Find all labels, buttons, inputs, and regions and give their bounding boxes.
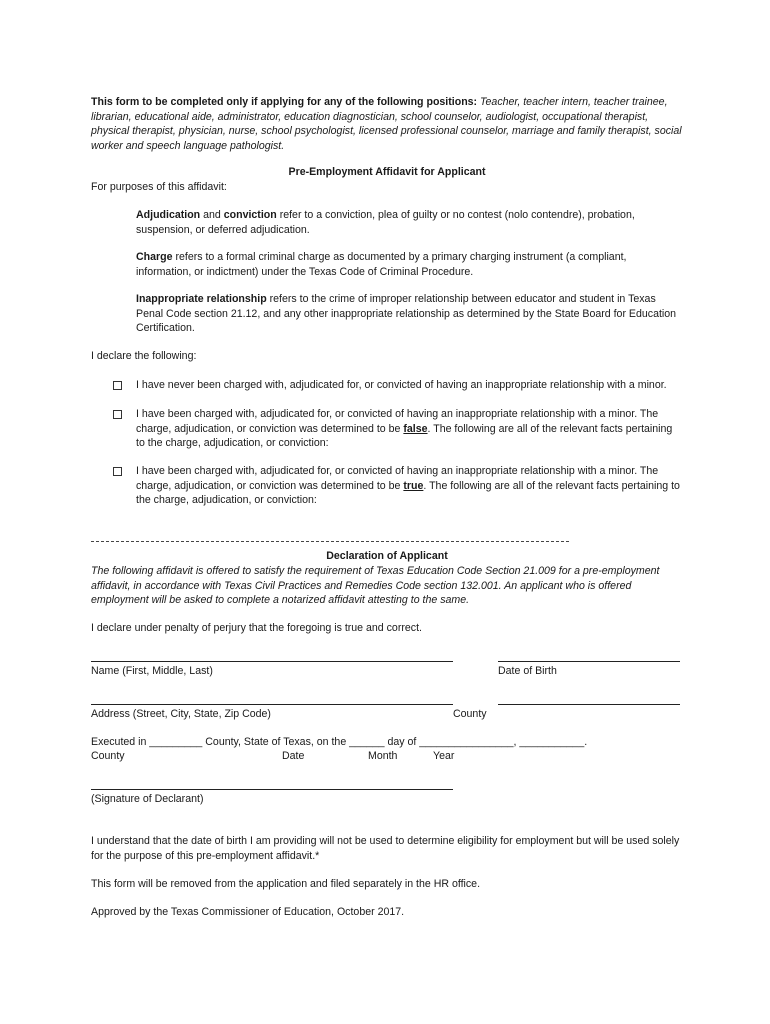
approved-notice: Approved by the Texas Commissioner of Education, October 2017. [91, 906, 405, 918]
executed-sub-year: Year [433, 750, 455, 762]
address-field-line[interactable] [91, 704, 453, 705]
executed-sub-county: County [91, 750, 125, 762]
definition-charge [136, 250, 684, 279]
intro-lead: This form to be completed only if applying for any of the following positions: [91, 96, 478, 108]
definition-inappropriate-relationship [136, 292, 684, 336]
perjury-statement: I declare under penalty of perjury that the foregoing is true and correct. [91, 622, 422, 634]
affidavit-title: Pre-Employment Affidavit for Applicant [288, 166, 486, 178]
purposes-label: For purposes of this affidavit: [91, 181, 227, 193]
option-1-checkbox[interactable] [113, 381, 122, 390]
section-divider [91, 541, 569, 542]
signature-field-line[interactable] [91, 789, 453, 790]
county-field-line[interactable] [498, 704, 680, 705]
option-3-true-word: true [403, 479, 424, 492]
term-inappropriate-relationship: Inappropriate relationship [136, 293, 267, 305]
signature-label: (Signature of Declarant) [91, 793, 204, 805]
executed-line[interactable]: Executed in _________ County, State of Texas, on the ______ day of ________________, ___________. [91, 736, 588, 748]
option-2-text-b: . The following are all of the relevant facts pertaining to the charge, adjudication, or conviction: [136, 422, 673, 449]
dob-field-line[interactable] [498, 661, 680, 662]
intro-positions: Teacher, teacher intern, teacher trainee, librarian, educational aide, administrator, education diagnostician, school counselor, audiologist, occupational therapist, physical therapist, physician, nurse, school psychologist, licensed professional counselor, marriage and family therapist, social worker and speech language pathologist. [91, 96, 682, 152]
term-charge: Charge [136, 251, 173, 263]
name-field-line[interactable] [91, 661, 453, 662]
option-2-checkbox[interactable] [113, 410, 122, 419]
option-1-text: I have never been charged with, adjudicated for, or convicted of having an inappropriate relationship with a minor. [136, 379, 667, 391]
declaration-title: Declaration of Applicant [326, 550, 448, 562]
intro-paragraph [91, 95, 683, 153]
option-2-text-a: I have been charged with, adjudicated for, or convicted of having an inappropriate relationship with a minor. The charge, adjudication, or conviction was determined to be [136, 408, 659, 435]
dob-label: Date of Birth [498, 665, 557, 677]
option-3-text [136, 464, 684, 508]
removed-notice: This form will be removed from the application and filed separately in the HR office. [91, 878, 481, 890]
option-3-text-b: . The following are all of the relevant facts pertaining to the charge, adjudication, or conviction: [136, 479, 680, 506]
dob-notice: I understand that the date of birth I am providing will not be used to determine eligibility for employment but will be used solely for the purpose of this pre-employment affidavit.* [91, 835, 680, 862]
declare-label: I declare the following: [91, 350, 197, 362]
executed-sub-month: Month [368, 750, 398, 762]
term-conviction: conviction [223, 209, 277, 221]
term-and: and [203, 209, 221, 221]
term-adjudication: Adjudication [136, 209, 201, 221]
definition-adjudication-text: refer to a conviction, plea of guilty or no contest (nolo contendre), probation, suspension, or deferred adjudication. [136, 209, 635, 236]
executed-sub-date: Date [282, 750, 305, 762]
declaration-text: The following affidavit is offered to satisfy the requirement of Texas Education Code Section 21.009 for a pre-employment affidavit, in accordance with Texas Civil Practices and Remedies Code section 132.001. An applicant who is offered employment will be asked to complete a notarized affidavit attesting to the same. [91, 565, 660, 606]
definition-inappropriate-text: refers to the crime of improper relationship between educator and student in Texas Penal Code section 21.12, and any other inappropriate relationship as determined by the State Board for Education Certification. [136, 293, 677, 334]
county-label: County [453, 708, 487, 720]
name-label: Name (First, Middle, Last) [91, 665, 213, 677]
option-3-text-a: I have been charged with, adjudicated for, or convicted of having an inappropriate relationship with a minor. The charge, adjudication, or conviction was determined to be [136, 465, 659, 492]
definition-charge-text: refers to a formal criminal charge as documented by a primary charging instrument (a compliant, information, or indictment) under the Texas Code of Criminal Procedure. [136, 251, 627, 278]
option-3-checkbox[interactable] [113, 467, 122, 476]
option-2-false-word: false [403, 422, 428, 435]
address-label: Address (Street, City, State, Zip Code) [91, 708, 271, 720]
option-2-text [136, 407, 684, 451]
definition-adjudication [136, 208, 684, 237]
